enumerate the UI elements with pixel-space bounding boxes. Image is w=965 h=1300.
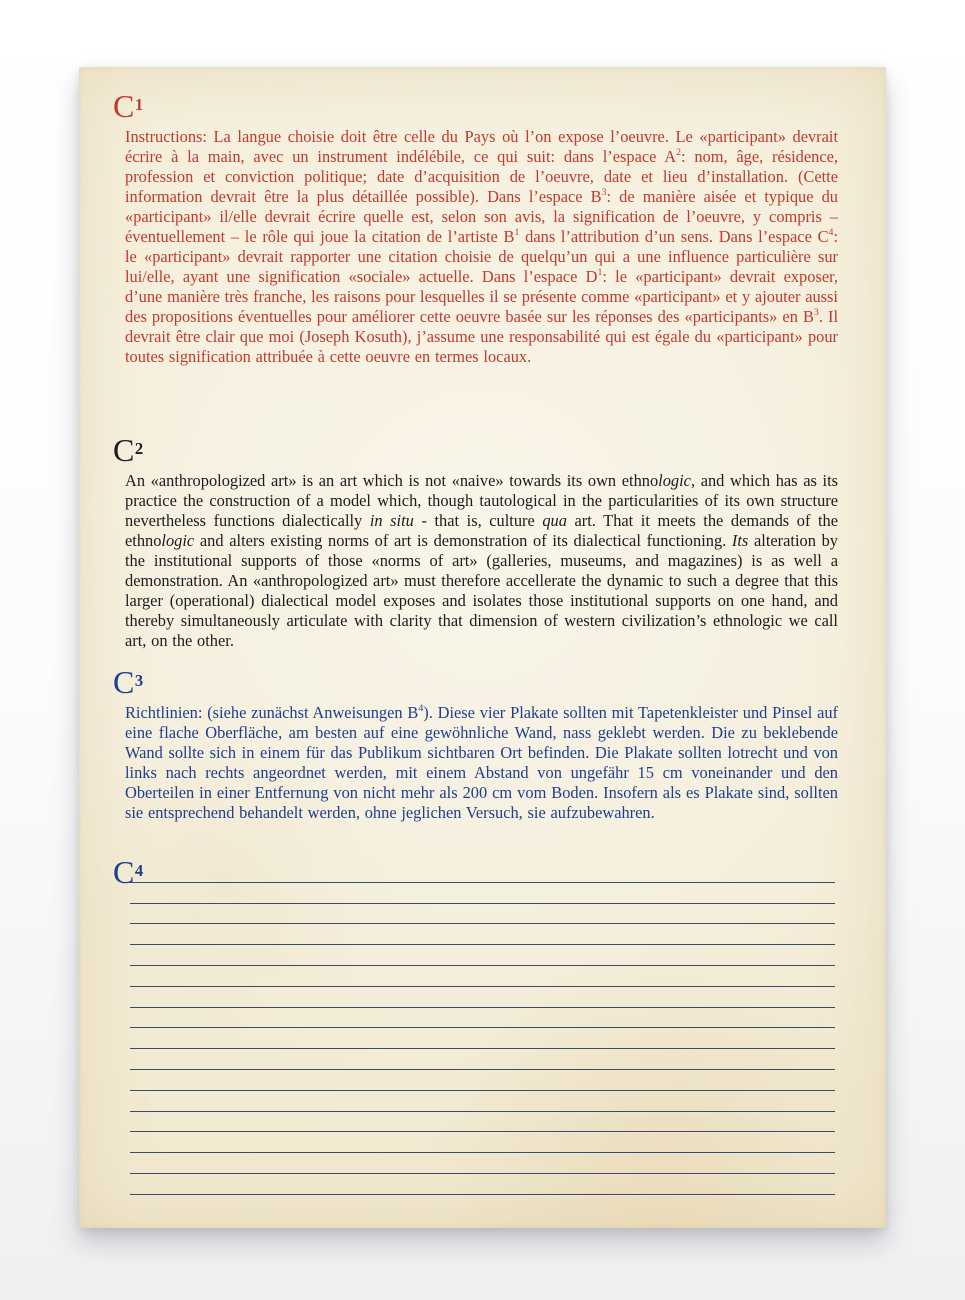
section-c3-heading: [113, 664, 838, 703]
poster-sheet: [79, 67, 886, 1228]
ruled-line: [130, 1049, 835, 1070]
section-c2-sup: 2: [134, 439, 144, 459]
section-c3-letter: C: [113, 664, 135, 700]
section-c4-sup: 4: [134, 861, 144, 881]
section-c3: [113, 664, 838, 823]
section-c3-text: Richtlinien: (siehe zunächst Anweisungen $B^4$). Diese vier Plakate sollten mit Tapetenkleister und Pinsel auf eine flache Oberfläche, am besten auf eine gewöhnliche Wand, nass geklebt werden. Die zu beklebende Wand sollte sich in einem für das Publikum sichtbaren Ort befinden. Die Plakate sollten lotrecht und von links nach rechts angeordnet werden, mit einem Abstand von ungefähr 15 cm voneinander und den Oberteilen in einer Entfernung von nicht mehr als 200 cm vom Boden. Insofern als es Plakate sind, sollten sie entsprechend behandelt werden, ohne jeglichen Versuch, sie aufzubewahren.: [125, 703, 838, 822]
section-c2-letter: C: [113, 432, 135, 468]
ruled-line: [130, 1008, 835, 1029]
ruled-line: [130, 987, 835, 1008]
ruled-line: [130, 966, 835, 987]
section-c2-heading: [113, 432, 838, 471]
ruled-line: [130, 1028, 835, 1049]
section-c2: [113, 432, 839, 651]
ruled-line: [130, 1112, 835, 1133]
ruled-line: [130, 1174, 835, 1195]
ruled-line: [130, 1153, 835, 1174]
ruled-line: [130, 1132, 835, 1153]
ruled-line: [130, 904, 835, 925]
section-c2-text: An «anthropologized art» is an art which is not «naive» towards its own ethnologic, and which has as its practice the construction of a model which, though tautological in the particularities of its own structure nevertheless functions dialectically in situ - that is, culture qua art. That it meets the demands of the ethnologic and alters existing norms of art is demonstration of its dialectical functioning. Its alteration by the institutional supports of those «norms of art» (galleries, museums, and magazines) is as well a demonstration. An «anthropologized art» must therefore accellerate the dynamic to such a degree that this larger (operational) dialectical model exposes and isolates those institutional supports on one hand, and thereby simultaneously articulate with clarity that dimension of western civilization’s ethnologic we call art, on the other.: [125, 471, 839, 650]
section-c1-sup: 1: [134, 95, 144, 115]
ruled-line: [130, 1070, 835, 1091]
section-c3-sup: 3: [134, 671, 144, 691]
ruled-lines: [130, 862, 835, 1195]
section-c1-text: Instructions: La langue choisie doit être celle du Pays où l’on expose l’oeuvre. Le «participant» devrait écrire à la main, avec un instrument indélébile, ce qui suit: dans l’espace $A^2$: nom, âge, résidence, profession et conviction politique; date d’acquisition de l’oeuvre, date et lieu d’installation. (Cette information devrait être la plus détaillée possible). Dans l’espace $B^3$: de manière aisée et typique du «participant» il/elle devrait écrire quelle est, selon son avis, la signification de l’oeuvre, y compris – éventuellement – le rôle qui joue la citation de l’artiste $B^1$ dans l’attribution d’un sens. Dans l’espace $C^4$: le «participant» devrait rapporter une citation choisie de quelqu’un qui a une influence particulière sur lui/elle, ayant une signification «sociale» actuelle. Dans l’espace $D^1$: le «participant» devrait exposer, d’une manière très franche, les raisons pour lesquelles il se présente comme «participant» et y ajouter aussi des propositions éventuelles pour améliorer cette oeuvre basée sur les réponses des «participants» en $B^3$. Il devrait être clair que moi (Joseph Kosuth), j’assume une responsabilité qui est égale du «participant» pour toutes signification attribuée à cette oeuvre en termes locaux.: [125, 127, 839, 366]
section-c1: [113, 88, 839, 367]
ruled-line: [130, 945, 835, 966]
ruled-line: [130, 862, 835, 883]
ruled-line: [130, 1091, 835, 1112]
section-c1-heading: [113, 88, 838, 127]
ruled-line: [130, 883, 835, 904]
section-c4-letter: C: [113, 854, 135, 890]
ruled-line: [130, 924, 835, 945]
section-c1-letter: C: [113, 88, 135, 124]
